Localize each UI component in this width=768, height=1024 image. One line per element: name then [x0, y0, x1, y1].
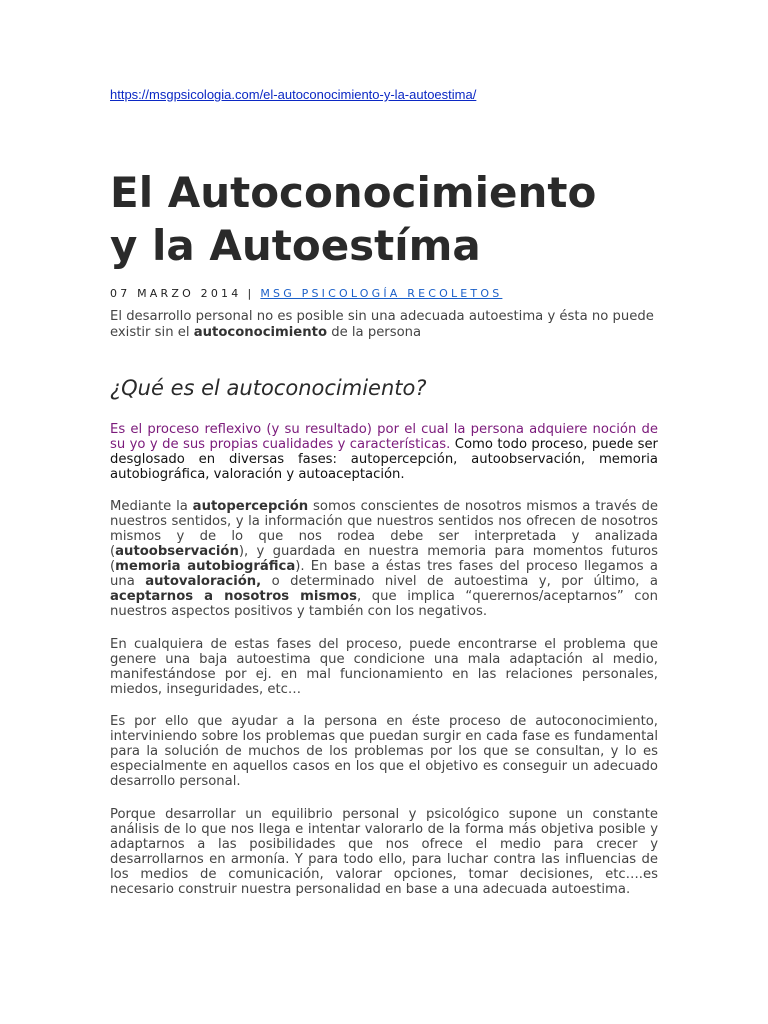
- phases-text: Mediante la: [110, 499, 193, 514]
- intro-bold-term: autoconocimiento: [193, 325, 328, 340]
- problems-paragraph: En cualquiera de estas fases del proceso, puede encontrarse el problema que genere una baja autoestima que condicione una mala adaptación al medio, manifestándose por ej. en mal funcionamiento en las relaciones personales, miedos, inseguridades, etc…: [110, 637, 658, 697]
- article-meta: [110, 287, 502, 300]
- definition-highlight: Es el proceso reflexivo (y su resultado) por el cual la persona adquiere noción de su yo y de sus propias cualidades y características.: [110, 422, 658, 452]
- term-memoria-autobiografica: memoria autobiográfica: [115, 559, 296, 574]
- intro-text-end: de la persona: [327, 325, 422, 340]
- conclusion-paragraph: Porque desarrollar un equilibrio personal y psicológico supone un constante análisis de lo que nos llega e intentar valorarlo de la forma más objetiva posible y adaptarnos a las posibilidades que nos ofrece el medio para crecer y desarrollarnos en armonía. Y para todo ello, para luchar contra las influencias de los medios de comunicación, valorar opciones, tomar decisiones, etc….es necesario construir nuestra personalidad en base a una adecuada autoestima.: [110, 807, 658, 897]
- phases-text: o determinado nivel de autoestima y, por último, a: [261, 574, 658, 589]
- intro-paragraph: [110, 309, 658, 341]
- phases-text: ). En base a éstas tres fases del proceso llegamos a una: [110, 559, 658, 589]
- phases-text: somos conscientes de nosotros mismos a través de nuestros sentidos, y la información que nuestros sentidos nos ofrecen de nosotros mismos y de lo que nos rodea debe ser interpretada y analizada (: [110, 499, 658, 559]
- term-autovaloracion: autovaloración,: [145, 574, 262, 589]
- phases-text: ), y guardada en nuestra memoria para momentos futuros (: [110, 544, 658, 574]
- phases-paragraph: [110, 499, 658, 619]
- section-heading: ¿Qué es el autoconocimiento?: [110, 376, 427, 400]
- title-line-2: y la Autoestíma: [110, 221, 481, 270]
- publish-date: 07 MARZO 2014: [110, 287, 242, 300]
- help-paragraph: Es por ello que ayudar a la persona en éste proceso de autoconocimiento, interviniendo sobre los problemas que puedan surgir en cada fase es fundamental para la solución de muchos de los problemas por los que se consultan, y lo es especialmente en aquellos casos en los que el objetivo es conseguir un adecuado desarrollo personal.: [110, 714, 658, 789]
- publisher-link[interactable]: MSG PSICOLOGÍA RECOLETOS: [260, 287, 503, 300]
- definition-phases: Como todo proceso, puede ser desglosado en diversas fases: autopercepción, autoobservación, memoria autobiográfica, valoración y autoaceptación.: [110, 437, 658, 482]
- definition-paragraph: [110, 422, 658, 482]
- term-aceptarnos: aceptarnos a nosotros mismos: [110, 589, 357, 604]
- phases-text: , que implica “querernos/aceptarnos” con nuestros aspectos positivos y también con los negativos.: [110, 589, 658, 619]
- term-autoobservacion: autoobservación: [115, 544, 239, 559]
- article-title: [110, 166, 670, 272]
- intro-text: El desarrollo personal no es posible sin una adecuada autoestima y ésta no puede existir sin el: [110, 309, 654, 340]
- meta-separator: |: [247, 287, 255, 300]
- term-autopercepcion: autopercepción: [192, 499, 309, 514]
- source-url-link[interactable]: https://msgpsicologia.com/el-autoconocimiento-y-la-autoestima/: [110, 87, 477, 102]
- title-line-1: El Autoconocimiento: [110, 168, 597, 217]
